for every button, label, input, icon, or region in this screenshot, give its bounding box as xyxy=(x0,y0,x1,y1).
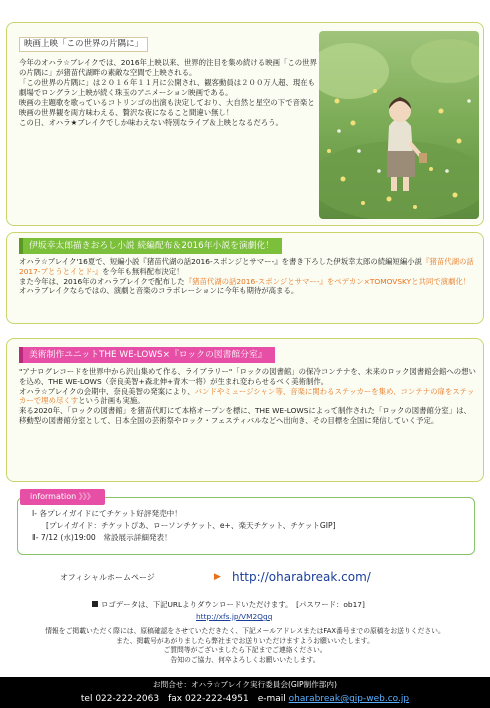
text-run: また今年は、2016年のオハラブレイクで配布した xyxy=(19,276,185,286)
notice-block xyxy=(0,627,490,666)
information-label: information 》》》 xyxy=(20,489,105,505)
novel-paragraph-3: オハラブレイクならではの、演劇と音楽のコラボレーションに今年も期待が高まる。 xyxy=(19,286,299,296)
notice-line: また、掲載号があがりましたら弊社までお送りいただけますようお願いいたします。 xyxy=(116,636,374,645)
highlight-text: 『猪苗代湖の話2017-ブとうとイとド-』 xyxy=(19,257,474,276)
logo-download-link[interactable]: http://xfs.jp/VM2Qgq xyxy=(196,612,273,621)
art-section xyxy=(6,338,484,482)
footer-contact-details xyxy=(0,694,490,706)
movie-section xyxy=(6,22,484,226)
novel-section-banner: 伊坂幸太郎描きおろし小説 続編配布＆2016年小説を演劇化！ xyxy=(19,238,282,254)
information-body xyxy=(32,508,336,543)
logo-download-note xyxy=(92,600,365,610)
movie-paragraph: この日、オハラ★ブレイクでしか味わえない特別なライブ＆上映となるだろう。 xyxy=(19,117,283,127)
info-line-playguides: [プレイガイド：チケットぴあ、ローソンチケット、e+、楽天チケット、チケットGIP] xyxy=(46,520,336,530)
footer-email-link[interactable]: oharabreak@gip-web.co.jp xyxy=(288,694,410,704)
square-bullet-icon xyxy=(92,601,98,607)
movie-paragraph: 「この世界の片隅に」は２０１６年１１月に公開され、観客動員は２００万人超、現在も劇場でロングラン上映が続く珠玉のアニメーション映画である。 xyxy=(19,77,316,97)
text-run: オハラ☆ブレイク'16夏で、短編小説『猪苗代湖の話2016-スポンジとサマー-』を書き下ろした伊坂幸太郎の続編短編小説 xyxy=(19,257,423,266)
art-paragraph-2 xyxy=(19,387,477,407)
homepage-label: オフィシャルホームページ xyxy=(60,573,155,582)
art-section-banner: 美術制作ユニットTHE WE-LOWS×『ロックの図書館分室』 xyxy=(19,347,275,363)
text-run: を今年も無料配布決定！ xyxy=(102,266,184,276)
novel-paragraph-2 xyxy=(19,277,477,287)
highlight-text: バンドやミュージシャン等、音楽に関わるステッカーを集め、コンテナの扉をステッカーで埋め尽くす xyxy=(19,386,475,406)
contact-footer xyxy=(0,677,490,708)
movie-still-image xyxy=(319,31,479,219)
text-run: オハラ☆ブレイクの会期中、奈良美智の発案により、 xyxy=(19,386,195,396)
homepage-link[interactable]: http://oharabreak.com/ xyxy=(232,570,371,584)
movie-paragraph: 映画の主題歌を歌っているコトリンゴの出演も決定しており、大自然と星空の下で音楽と映画の世界観を両方味わえる、贅沢な夜になること間違い無し！ xyxy=(19,97,315,117)
movie-section-title: 映画上映「この世界の片隅に」 xyxy=(19,37,148,52)
art-paragraph-3: 来る2020年、「ロックの図書館」を猪苗代町にて本格オープンを標に、THE WE-LOWSによって制作された「ロックの図書館分室」は、移動型の図書館分室として、日本全国の芸術祭やロック・フェスティバルなどへ出向き、その目標を全国に発信していく予定。 xyxy=(19,406,471,425)
triangle-right-icon: ▶ xyxy=(214,572,221,582)
novel-section-body xyxy=(19,257,477,296)
info-line-tickets: Ⅰ- 各プレイガイドにてチケット好評発売中！ xyxy=(32,509,182,518)
notice-line: 告知のご協力、何卒よろしくお願いいたします。 xyxy=(170,655,320,664)
movie-paragraph: 今年のオハラ☆ブレイクでは、2016年上映以来、世界的注目を集め続ける映画「この世界の片隅に」が猪苗代湖畔の素敵な空間で上映される。 xyxy=(19,58,317,77)
novel-paragraph-1 xyxy=(19,257,477,277)
art-paragraph-1: "アナログレコードを世界中から沢山集めて作る、ライブラリー"「ロックの図書館」の保冷コンテナを、未来のロック図書館会館への想いを込め、THE WE-LOWS（奈良美智+森北伸+青木一将）が生まれ変わらせるべく美術制作。 xyxy=(19,367,476,386)
text-run: という計画も実施。 xyxy=(78,396,145,406)
footer-phone-fax: tel 022-222-2063 fax 022-222-4951 e-mail xyxy=(80,694,289,704)
footer-contact-title: お問合せ：オハラ☆ブレイク実行委員会(GIP制作部内) xyxy=(153,680,337,689)
movie-section-body xyxy=(19,58,317,127)
info-line-exhibit: Ⅱ- 7/12 (水)19:00 常設展示詳細発表！ xyxy=(32,532,172,542)
logo-download-text: ロゴデータは、下記URLよりダウンロードいただけます。 [パスワード：ob17] xyxy=(101,600,365,609)
art-section-body xyxy=(19,367,477,426)
novel-section xyxy=(6,232,484,324)
notice-line: 情報をご掲載いただく際には、原稿確認をさせていただきたく、下記メールアドレスまたはFAX番号までの原稿をお送りください。 xyxy=(45,627,445,635)
highlight-text: 『猪苗代湖の話2016-スポンジとサマー-』をペデカン×TOMOVSKYと共同で演劇化！ xyxy=(184,276,471,286)
notice-line: ご質問等がございましたら下記までご連絡ください。 xyxy=(163,646,327,655)
